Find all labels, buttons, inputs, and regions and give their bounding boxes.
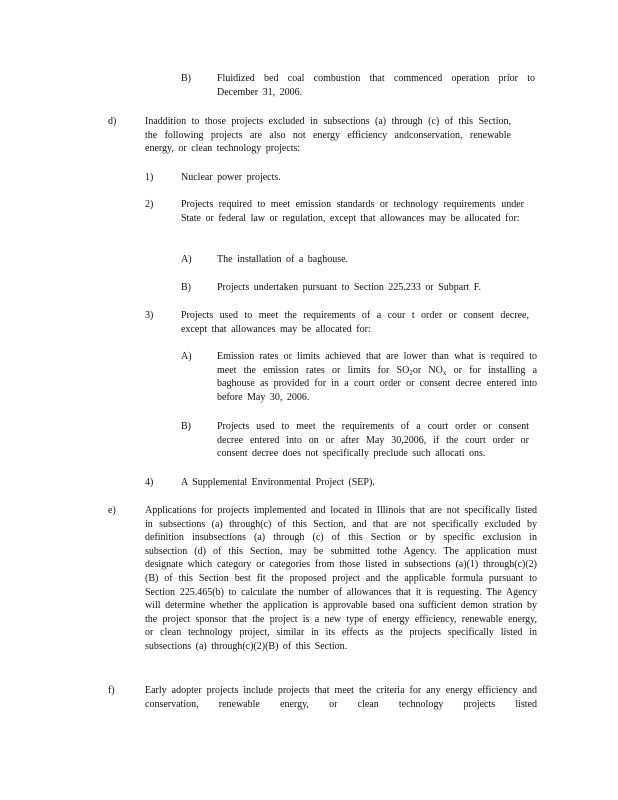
item-label: A) xyxy=(181,351,192,362)
item-label: B) xyxy=(181,73,191,84)
item-label: f) xyxy=(108,685,115,696)
item-label: 1) xyxy=(145,172,154,183)
subscript-x: x xyxy=(442,368,447,377)
item-text: The installation of a baghouse. xyxy=(217,254,349,265)
item-label: 3) xyxy=(145,310,154,321)
item-label: 2) xyxy=(145,199,154,210)
item-label: e) xyxy=(108,505,116,516)
item-label: d) xyxy=(108,116,117,127)
item-text: A Supplemental Environmental Project (SEP). xyxy=(181,477,375,488)
item-label: B) xyxy=(181,421,191,432)
subscript-2: 2 xyxy=(409,368,413,377)
item-text: Projects required to meet emission standards or technology requirements under State or federal law or regulation, except that allowances may be allocated for: xyxy=(181,199,524,224)
item-text: Fluidized bed coal combustion that commenced operation prior to December 31, 2006. xyxy=(217,73,535,98)
item-text: Early adopter projects include projects that meet the criteria for any energy efficiency and conservation, renewable energy, or clean technology projects listed xyxy=(145,685,537,710)
item-label: B) xyxy=(181,282,191,293)
item-text: Projects used to meet the requirements of a cour t order or consent decree, except that allowances may be allocated for: xyxy=(181,310,529,335)
item-label: A) xyxy=(181,254,192,265)
item-text: Projects used to meet the requirements of a court order or consent decree entered into on or after May 30,2006, if the court order or consent decree does not specifically preclude such allocati ons. xyxy=(217,421,529,460)
item-text: Nuclear power projects. xyxy=(181,172,281,183)
item-text: Applications for projects implemented and located in Illinois that are not specifically listed in subsections (a) through(c) of this Section, and that are not specifically excluded by definition insubsections (a) through (c) of this Section or by specific exclusion in subsection (d) of this Section, may be submitted tothe Agency. The application must designate which category or categories from those listed in subsections (a)(1) through(c)(2)(B) of this Section best fit the proposed project and the applicable formula pursuant to Section 225.465(b) to calculate the number of allowances that it is requesting. The Agency will determine whether the application is approvable based ona sufficient demon stration by the project sponsor that the project is a new type of energy efficiency, renewable energy, or clean technology project, similar in its effects as the projects specifically listed in subsections (a) through(c)(2)(B) of this Section. xyxy=(145,505,537,652)
item-label: 4) xyxy=(145,477,154,488)
item-text: Projects undertaken pursuant to Section 225.233 or Subpart F. xyxy=(217,282,482,293)
item-text: Emission rates or limits achieved that are lower than what is required to meet the emission rates or limits for $SO_2or$ $NO_x$ or for installing a baghouse as provided for in a court order or consent decree entered into before May 30, 2006. xyxy=(217,351,538,403)
item-text: Inaddition to those projects excluded in subsections (a) through (c) of this Section, the following projects are also not energy efficiency andconservation, renewable energy, or clean technology projects: xyxy=(145,116,511,155)
